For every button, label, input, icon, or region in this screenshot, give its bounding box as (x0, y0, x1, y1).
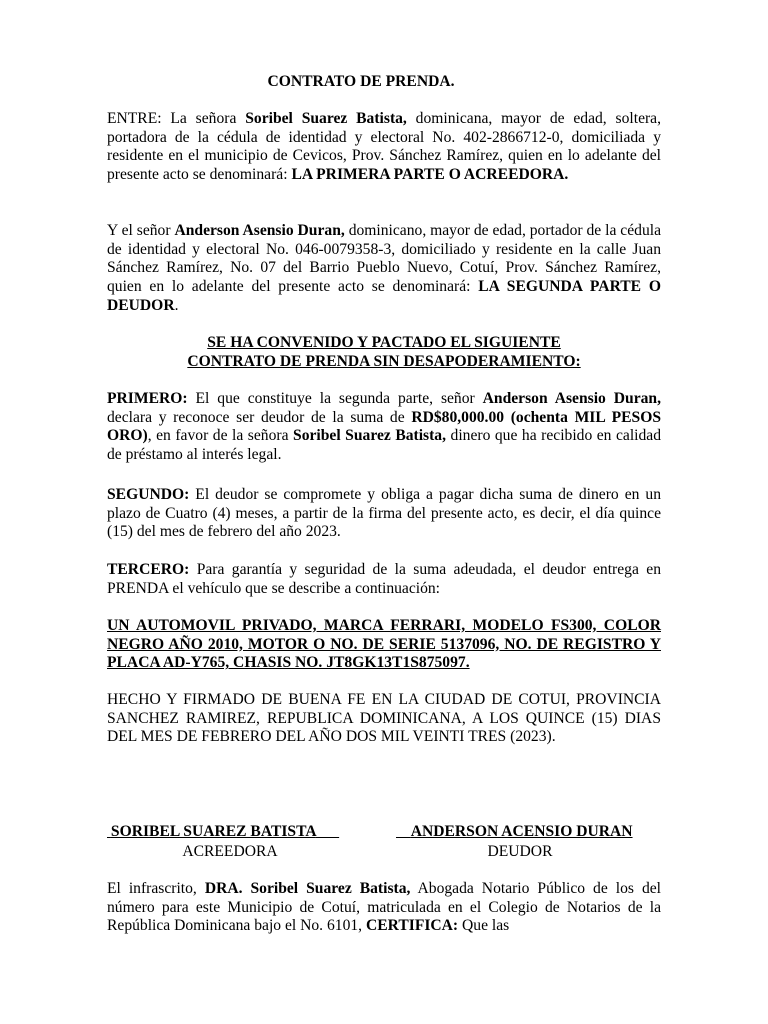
text: Abogada Notario Público de los del número para este Municipio de Cotuí, matriculada en el Colegio de Notarios de la República Dominicana bajo el No. 6101, (107, 880, 661, 935)
clause-label: TERCERO: (107, 561, 190, 578)
notary-name: DRA. Soribel Suarez Batista, (204, 880, 411, 897)
debtor-role: LA SEGUNDA PARTE O DEUDOR (107, 278, 661, 314)
creditor-name: Soribel Suarez Batista, (245, 110, 407, 127)
text: dominicana, mayor de edad, soltera, portadora de la cédula de identidad y electoral No. 402-2866712-0, domiciliada y residente en el municipio de Cevicos, Prov. Sánchez Ramírez, quien en lo adelante del presente acto se denominará: (107, 110, 661, 184)
text: Para garantía y seguridad de la suma adeudada, el deudor entrega en PRENDA el vehículo que se describe a continuación: (107, 561, 661, 597)
clause-label: PRIMERO: (107, 390, 188, 407)
debtor-name: Anderson Asensio Duran, (174, 222, 345, 239)
signature-name: ANDERSON ACENSIO DURAN (410, 823, 633, 840)
paragraph-hecho: HECHO Y FIRMADO DE BUENA FE EN LA CIUDAD DE COTUI, PROVINCIA SANCHEZ RAMIREZ, REPUBLICA DOMINICANA, A LOS QUINCE (15) DIAS DEL MES DE FEBRERO DEL AÑO DOS MIL VEINTI TRES (2023). (107, 691, 661, 746)
clause-primero (107, 390, 661, 465)
text: El deudor se compromete y obliga a pagar dicha suma de dinero en un plazo de Cuatro (4) meses, a partir de la firma del presente acto, es decir, el día quince (15) del mes de febrero del año 2023. (107, 486, 661, 541)
signature-role-creditor: ACREEDORA (182, 843, 278, 860)
clause-label: SEGUNDO: (107, 486, 190, 503)
text: . (174, 296, 179, 314)
notary-certification (107, 880, 661, 936)
debtor-name: Anderson Asensio Duran, (482, 390, 661, 407)
clause-segundo (107, 486, 661, 542)
text: ENTRE: La señora (107, 110, 246, 127)
signature-line-creditor (107, 823, 339, 842)
vehicle-description (107, 617, 661, 673)
signature-line-debtor (396, 823, 633, 842)
creditor-role: LA PRIMERA PARTE O ACREEDORA. (291, 166, 569, 184)
certifica-label: CERTIFICA: (365, 917, 459, 935)
creditor-name: Soribel Suarez Batista, (293, 427, 447, 445)
signature-role-debtor: DEUDOR (487, 843, 553, 860)
text: Y el señor (107, 222, 175, 239)
loan-amount: RD$80,000.00 (ochenta MIL PESOS ORO) (107, 408, 661, 445)
text: , en favor de la señora (147, 427, 294, 445)
section-heading-line-1: SE HA CONVENIDO Y PACTADO EL SIGUIENTE (207, 334, 561, 351)
text: El que constituye la segunda parte, señor (187, 390, 483, 407)
clause-tercero (107, 561, 661, 598)
section-heading-line-2: CONTRATO DE PRENDA SIN DESAPODERAMIENTO: (187, 353, 581, 370)
text: El infrascrito, (107, 880, 205, 897)
text: declara y reconoce ser deudor de la suma de (107, 408, 412, 426)
document-title: CONTRATO DE PRENDA. (267, 73, 455, 90)
text: Que las (458, 917, 510, 935)
signature-name: SORIBEL SUAREZ BATISTA (110, 823, 316, 840)
paragraph-y-el (107, 222, 661, 316)
vehicle-text: UN AUTOMOVIL PRIVADO, MARCA FERRARI, MODELO FS300, COLOR NEGRO AÑO 2010, MOTOR O NO. DE SERIE 5137096, NO. DE REGISTRO Y PLACA AD-Y765, CHASIS NO. JT8GK13T1S875097. (107, 617, 661, 672)
paragraph-entre (107, 110, 661, 185)
text: dinero que ha recibido en calidad de préstamo al interés legal. (107, 427, 662, 464)
text: dominicano, mayor de edad, portador de la cédula de identidad y electoral No. 046-0079358-3, domiciliado y residente en la calle Juan Sánchez Ramírez, No. 07 del Barrio Pueblo Nuevo, Cotuí, Prov. Sánchez Ramírez, quien en lo adelante del presente acto se denominará: (107, 222, 661, 296)
